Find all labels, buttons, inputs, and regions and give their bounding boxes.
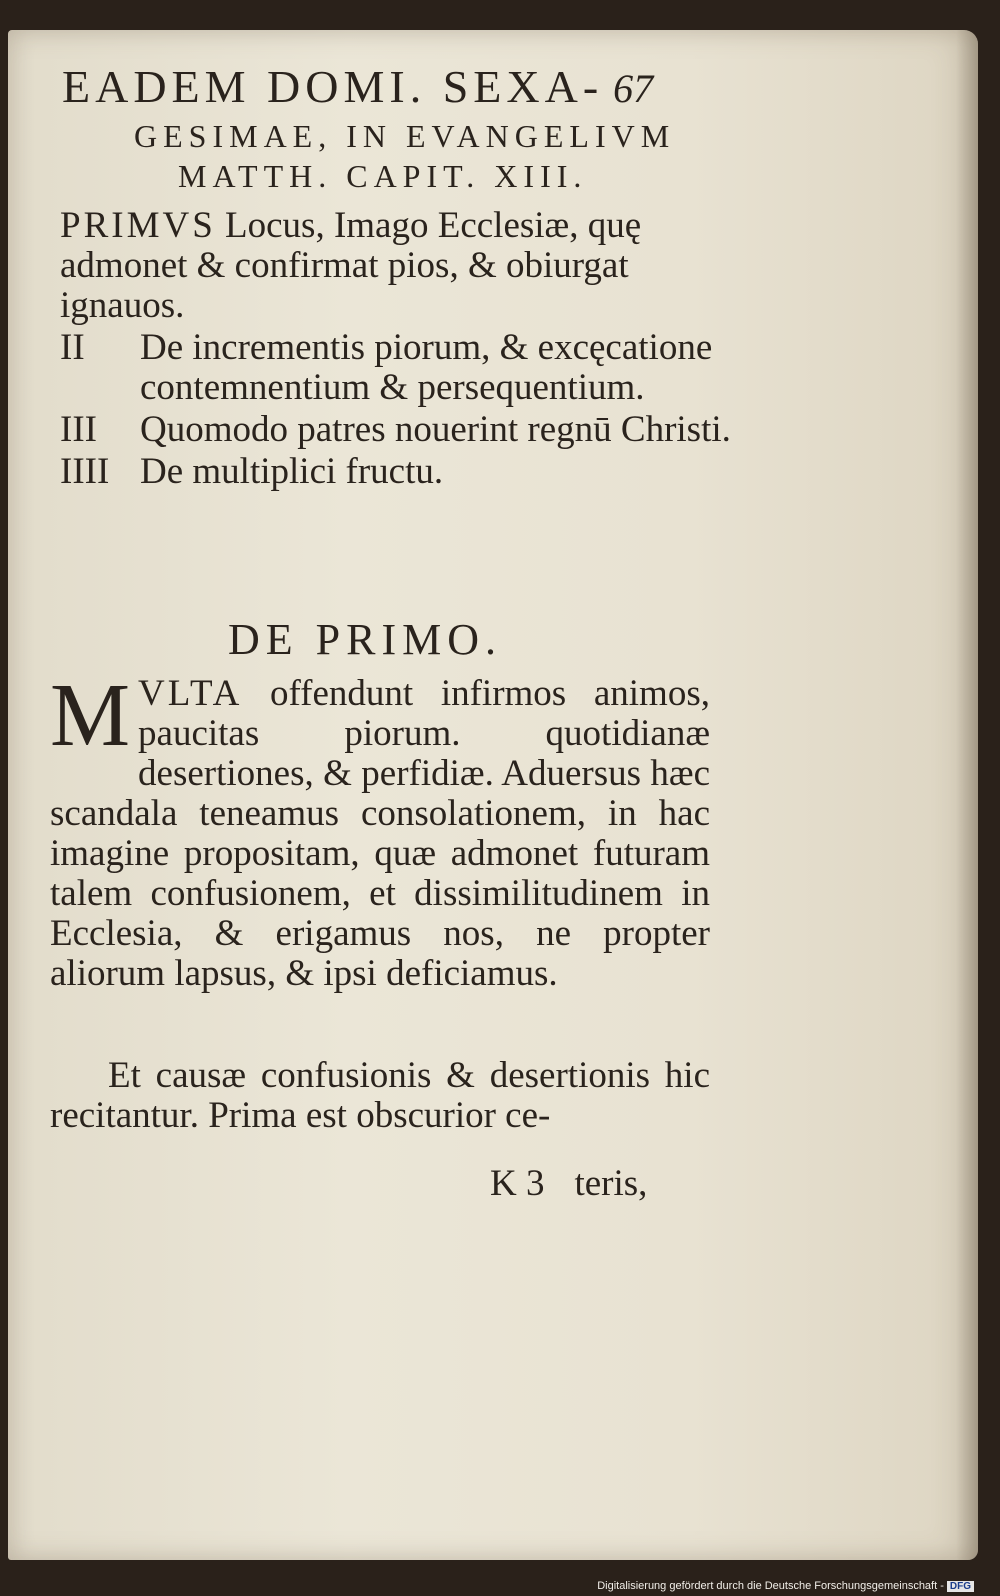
page-footer [490,1162,677,1205]
dfg-logo: DFG [947,1581,974,1592]
outline-numeral: II [60,327,85,368]
outline-item-4 [60,452,740,492]
heading-line-1: EADEM DOMI. SEXA- [62,61,604,112]
drop-cap: M [50,666,131,765]
outline-list [60,206,740,494]
heading-line-2: GESIMAE, IN EVANGELIVM [134,118,676,154]
outline-item-1 [60,206,740,326]
credit-text: Digitalisierung gefördert durch die Deutsche Forschungsgemeinschaft - [597,1580,944,1592]
signature-mark: K 3 [490,1163,545,1204]
outline-item-text: De multiplici fructu. [140,451,444,492]
outline-item-text: Locus, Imago Ecclesiæ, quę admonet & confirmat pios, & obiurgat ignauos. [60,205,642,326]
digitization-credit [597,1580,974,1592]
outline-lead-word: PRIMVS [60,205,216,246]
catchword: teris, [574,1163,648,1204]
outline-item-text: De incrementis piorum, & excęcatione contemnentium & persequentium. [140,327,713,408]
opening-caps: VLTA [138,673,243,714]
section-title: DE PRIMO. [228,615,503,664]
heading-line-3: MATTH. CAPIT. XIII. [178,158,588,194]
page-edge-shadow [956,30,978,1560]
outline-item-3 [60,410,740,450]
paragraph-1 [50,666,710,994]
outline-item-2 [60,328,740,408]
outline-item-text: Quomodo patres nouerint regnū Christi. [140,409,731,450]
outline-numeral: III [60,409,97,450]
outline-numeral: IIII [60,451,110,492]
paragraph-2: Et causæ confusionis & desertionis hic recitantur. Prima est obscurior ce- [50,1055,710,1136]
paragraph-1-text: offendunt infirmos animos, paucitas piorum. quotidianæ desertiones, & perfidiæ. Aduersus hæc scandala teneamus consolationem, in hac imagine propositam, quæ admonet futuram talem confusionem, et dissimilitudinem in Ecclesia, & erigamus nos, ne propter aliorum lapsus, & ipsi deficiamus. [50,673,710,994]
running-heading [62,60,653,113]
page-number: 67 [613,66,654,111]
